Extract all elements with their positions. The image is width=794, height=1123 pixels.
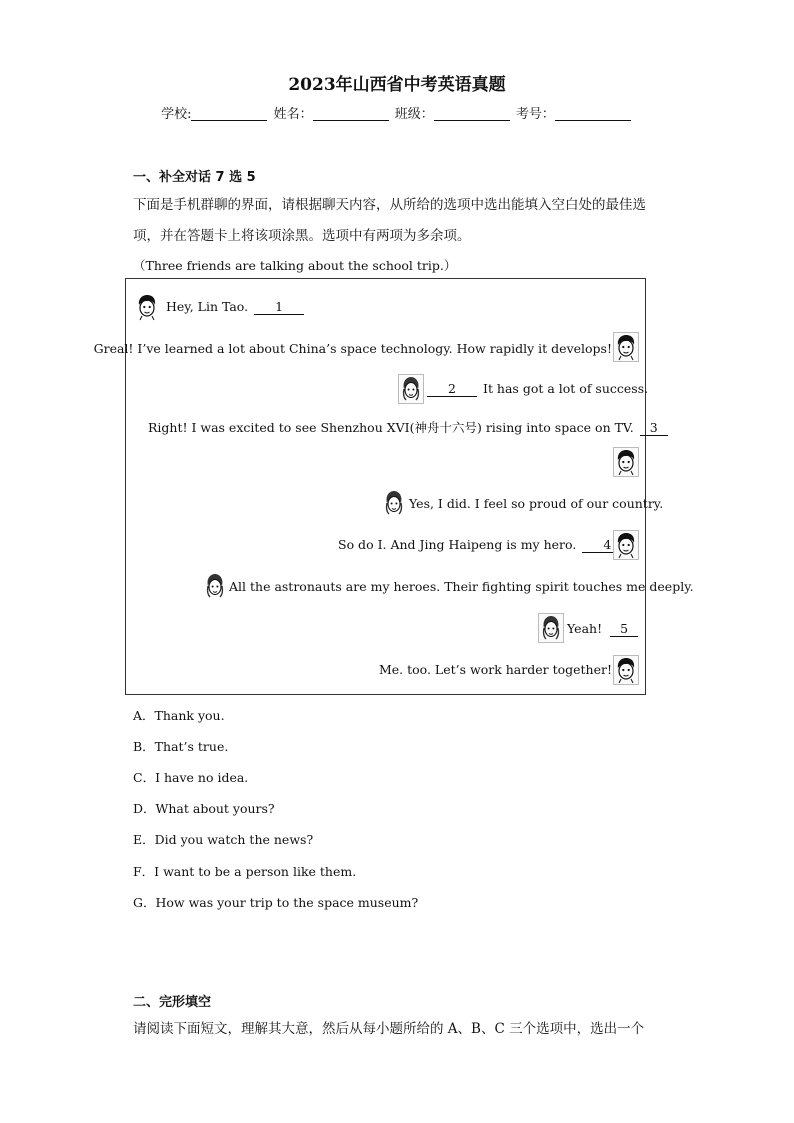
section2-instruction: 请阅读下面短文，理解其大意，然后从每小题所给的 A、B、C 三个选项中，选出一个 — [133, 1021, 645, 1037]
option-b[interactable]: B．That’s true. — [133, 739, 229, 754]
exam-number-blank[interactable] — [555, 106, 631, 121]
blank-4[interactable]: 4 — [582, 537, 632, 553]
chat-message-7: All the astronauts are my heroes. Their fighting spirit touches me deeply. — [229, 579, 694, 594]
boy-avatar-icon — [613, 655, 639, 685]
chat-message-5: Yes, I did. I feel so proud of our country. — [409, 496, 664, 511]
option-g[interactable]: G．How was your trip to the space museum? — [133, 895, 419, 910]
name-label: 姓名： — [273, 107, 313, 122]
student-info-line — [0, 103, 794, 122]
blank-1[interactable]: 1 — [254, 299, 304, 315]
option-e[interactable]: E．Did you watch the news? — [133, 832, 314, 847]
chat-message-6: So do I. And Jing Haipeng is my hero. 4 — [338, 537, 632, 553]
page-title: 2023年山西省中考英语真题 — [288, 75, 506, 95]
school-label: 学校: — [161, 107, 192, 122]
section1-instruction-line1: 下面是手机群聊的界面，请根据聊天内容，从所给的选项中选出能填入空白处的最佳选 — [133, 197, 646, 213]
school-blank[interactable] — [191, 106, 267, 121]
girl-avatar-icon — [203, 572, 227, 600]
class-blank[interactable] — [434, 106, 510, 121]
name-blank[interactable] — [313, 106, 389, 121]
chat-message-1: Hey, Lin Tao. 1 — [166, 299, 304, 315]
chat-message-2: Greal! I’ve learned a lot about China’s space technology. How rapidly it develops! — [93, 341, 612, 356]
blank-5[interactable]: 5 — [610, 621, 638, 637]
chat-box — [93, 278, 694, 695]
option-c[interactable]: C．I have no idea. — [133, 770, 249, 785]
blank-3[interactable]: 3 — [640, 420, 668, 436]
section1-instruction-line2: 项，并在答题卡上将该项涂黑。选项中有两项为多余项。 — [133, 228, 471, 244]
section2-heading: 二、完形填空 — [133, 995, 212, 1010]
chat-message-9: Me. too. Let’s work harder together! — [378, 662, 612, 677]
section1-heading: 一、补全对话 7 选 5 — [133, 170, 256, 185]
girl-avatar-icon — [538, 613, 564, 643]
chat-message-8: Yeah! 5 — [567, 621, 638, 637]
exam-number-label: 考号： — [515, 107, 555, 122]
dialogue-context: （Three friends are talking about the school trip.） — [133, 258, 457, 273]
chat-message-3: 2 It has got a lot of success. — [427, 381, 648, 397]
blank-2[interactable]: 2 — [427, 381, 477, 397]
chat-message-4: Right! I was excited to see Shenzhou XVI(神舟十六号) rising into space on TV. 3 — [148, 418, 668, 436]
boy-avatar-icon — [135, 293, 159, 321]
option-d[interactable]: D．What about yours? — [133, 801, 275, 816]
boy-avatar-icon — [613, 332, 639, 362]
boy-avatar-icon — [613, 447, 639, 477]
girl-avatar-icon — [398, 374, 424, 404]
option-a[interactable]: A．Thank you. — [133, 708, 225, 723]
girl-avatar-icon — [382, 489, 406, 517]
option-f[interactable]: F．I want to be a person like them. — [133, 864, 357, 879]
boy-avatar-icon — [613, 530, 639, 560]
class-label: 班级： — [394, 107, 434, 122]
